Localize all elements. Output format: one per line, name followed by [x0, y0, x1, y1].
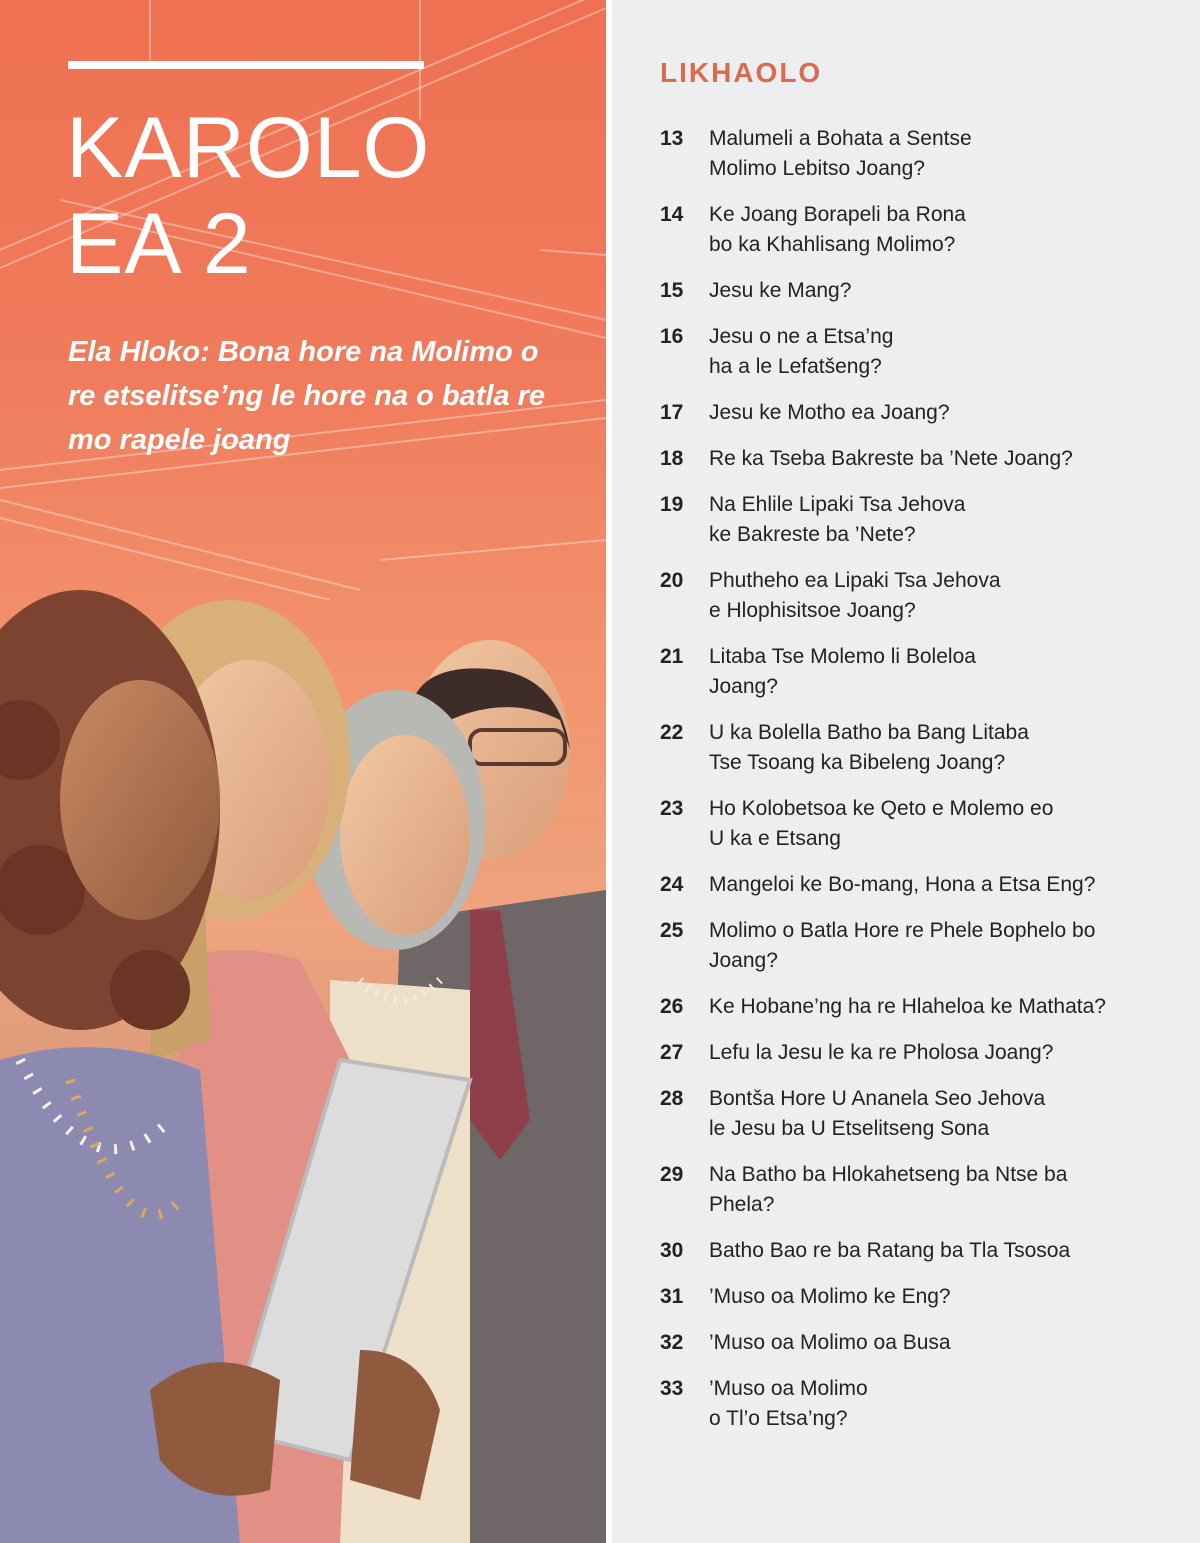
chapter-title-line: Malumeli a Bohata a Sentse — [709, 127, 972, 150]
chapter-title-line: e Hlophisitsoe Joang? — [709, 599, 916, 622]
part-title — [66, 100, 566, 292]
chapter-title-line: Bontša Hore U Ananela Seo Jehova — [709, 1087, 1046, 1110]
chapter-title — [709, 870, 1189, 900]
chapter-title-line: Joang? — [709, 949, 778, 972]
chapter-title — [709, 276, 1189, 306]
chapter-title-line: Joang? — [709, 675, 778, 698]
chapter-title — [709, 1160, 1189, 1220]
contents-heading: LIKHAOLO — [660, 57, 823, 88]
chapter-number: 18 — [660, 447, 684, 470]
chapter-title-line: Ke Joang Borapeli ba Rona — [709, 203, 966, 226]
chapter-title — [709, 1374, 1189, 1434]
title-rule — [68, 61, 424, 69]
chapter-number: 28 — [660, 1087, 684, 1110]
chapter-title-line: Ke Hobane’ng ha re Hlaheloa ke Mathata? — [709, 995, 1106, 1018]
chapter-title-line: ’Muso oa Molimo oa Busa — [709, 1331, 951, 1354]
part-title-line-2: EA 2 — [66, 196, 252, 292]
chapter-title-line: Tse Tsoang ka Bibeleng Joang? — [709, 751, 1006, 774]
chapter-number: 33 — [660, 1377, 684, 1400]
chapter-title-line: U ka Bolella Batho ba Bang Litaba — [709, 721, 1029, 744]
chapter-number: 20 — [660, 569, 684, 592]
chapter-title-line: bo ka Khahlisang Molimo? — [709, 233, 956, 256]
chapter-title — [709, 398, 1189, 428]
chapter-number: 19 — [660, 493, 684, 516]
chapter-number: 30 — [660, 1239, 684, 1262]
chapter-number: 31 — [660, 1285, 684, 1308]
chapter-number: 15 — [660, 279, 684, 302]
chapter-title-line: Phela? — [709, 1193, 775, 1216]
chapter-title-line: Lefu la Jesu le ka re Pholosa Joang? — [709, 1041, 1054, 1064]
people-illustration — [0, 560, 606, 1543]
part-subtitle: Ela Hloko: Bona hore na Molimo o re etselitse’ng le hore na o batla re mo rapele joang — [68, 336, 546, 456]
chapter-title — [709, 718, 1189, 778]
chapter-title — [709, 794, 1189, 854]
chapter-number: 23 — [660, 797, 684, 820]
chapter-title — [709, 1038, 1189, 1068]
chapter-number: 14 — [660, 203, 684, 226]
chapter-title — [709, 200, 1189, 260]
chapter-number: 21 — [660, 645, 684, 668]
chapter-title-line: Molimo o Batla Hore re Phele Bophelo bo — [709, 919, 1096, 942]
part-title-line-1: KAROLO — [66, 100, 431, 196]
chapter-title-line: ’Muso oa Molimo — [709, 1377, 868, 1400]
chapter-title-line: ke Bakreste ba ’Nete? — [709, 523, 916, 546]
chapter-title-line: Litaba Tse Molemo li Boleloa — [709, 645, 976, 668]
chapter-title — [709, 322, 1189, 382]
chapter-title — [709, 566, 1189, 626]
chapter-title-line: o Tl’o Etsa’ng? — [709, 1407, 848, 1430]
chapter-title-line: Mangeloi ke Bo-mang, Hona a Etsa Eng? — [709, 873, 1096, 896]
chapter-title — [709, 1084, 1189, 1144]
chapter-number: 16 — [660, 325, 684, 348]
chapter-title-line: Jesu ke Motho ea Joang? — [709, 401, 950, 424]
ceiling-pattern-illustration — [0, 0, 606, 620]
chapter-title-line: Re ka Tseba Bakreste ba ’Nete Joang? — [709, 447, 1073, 470]
chapter-number: 24 — [660, 873, 684, 896]
chapter-title-line: Batho Bao re ba Ratang ba Tla Tsosoa — [709, 1239, 1071, 1262]
chapter-title — [709, 642, 1189, 702]
chapter-title — [709, 1328, 1189, 1358]
chapter-title-line: Jesu o ne a Etsa’ng — [709, 325, 894, 348]
chapter-title — [709, 1282, 1189, 1312]
chapter-title — [709, 124, 1189, 184]
chapter-number: 27 — [660, 1041, 684, 1064]
chapter-number: 29 — [660, 1163, 684, 1186]
chapter-number: 17 — [660, 401, 684, 424]
chapter-number: 22 — [660, 721, 684, 744]
chapter-title-line: ’Muso oa Molimo ke Eng? — [709, 1285, 951, 1308]
chapter-title — [709, 992, 1189, 1022]
chapter-title-line: Ho Kolobetsoa ke Qeto e Molemo eo — [709, 797, 1054, 820]
chapter-number: 13 — [660, 127, 684, 150]
chapter-title-line: ha a le Lefatšeng? — [709, 355, 882, 378]
chapter-title-line: le Jesu ba U Etselitseng Sona — [709, 1117, 990, 1140]
chapter-title — [709, 490, 1189, 550]
chapter-title — [709, 916, 1189, 976]
chapter-title-line: Molimo Lebitso Joang? — [709, 157, 925, 180]
chapter-title-line: Jesu ke Mang? — [709, 279, 852, 302]
chapter-title — [709, 1236, 1189, 1266]
chapter-number: 26 — [660, 995, 684, 1018]
chapter-title-line: U ka e Etsang — [709, 827, 841, 850]
chapter-title-line: Na Ehlile Lipaki Tsa Jehova — [709, 493, 966, 516]
chapter-number: 25 — [660, 919, 684, 942]
chapter-title-line: Phutheho ea Lipaki Tsa Jehova — [709, 569, 1001, 592]
chapter-title-line: Na Batho ba Hlokahetseng ba Ntse ba — [709, 1163, 1068, 1186]
chapter-number: 32 — [660, 1331, 684, 1354]
chapter-title — [709, 444, 1189, 474]
